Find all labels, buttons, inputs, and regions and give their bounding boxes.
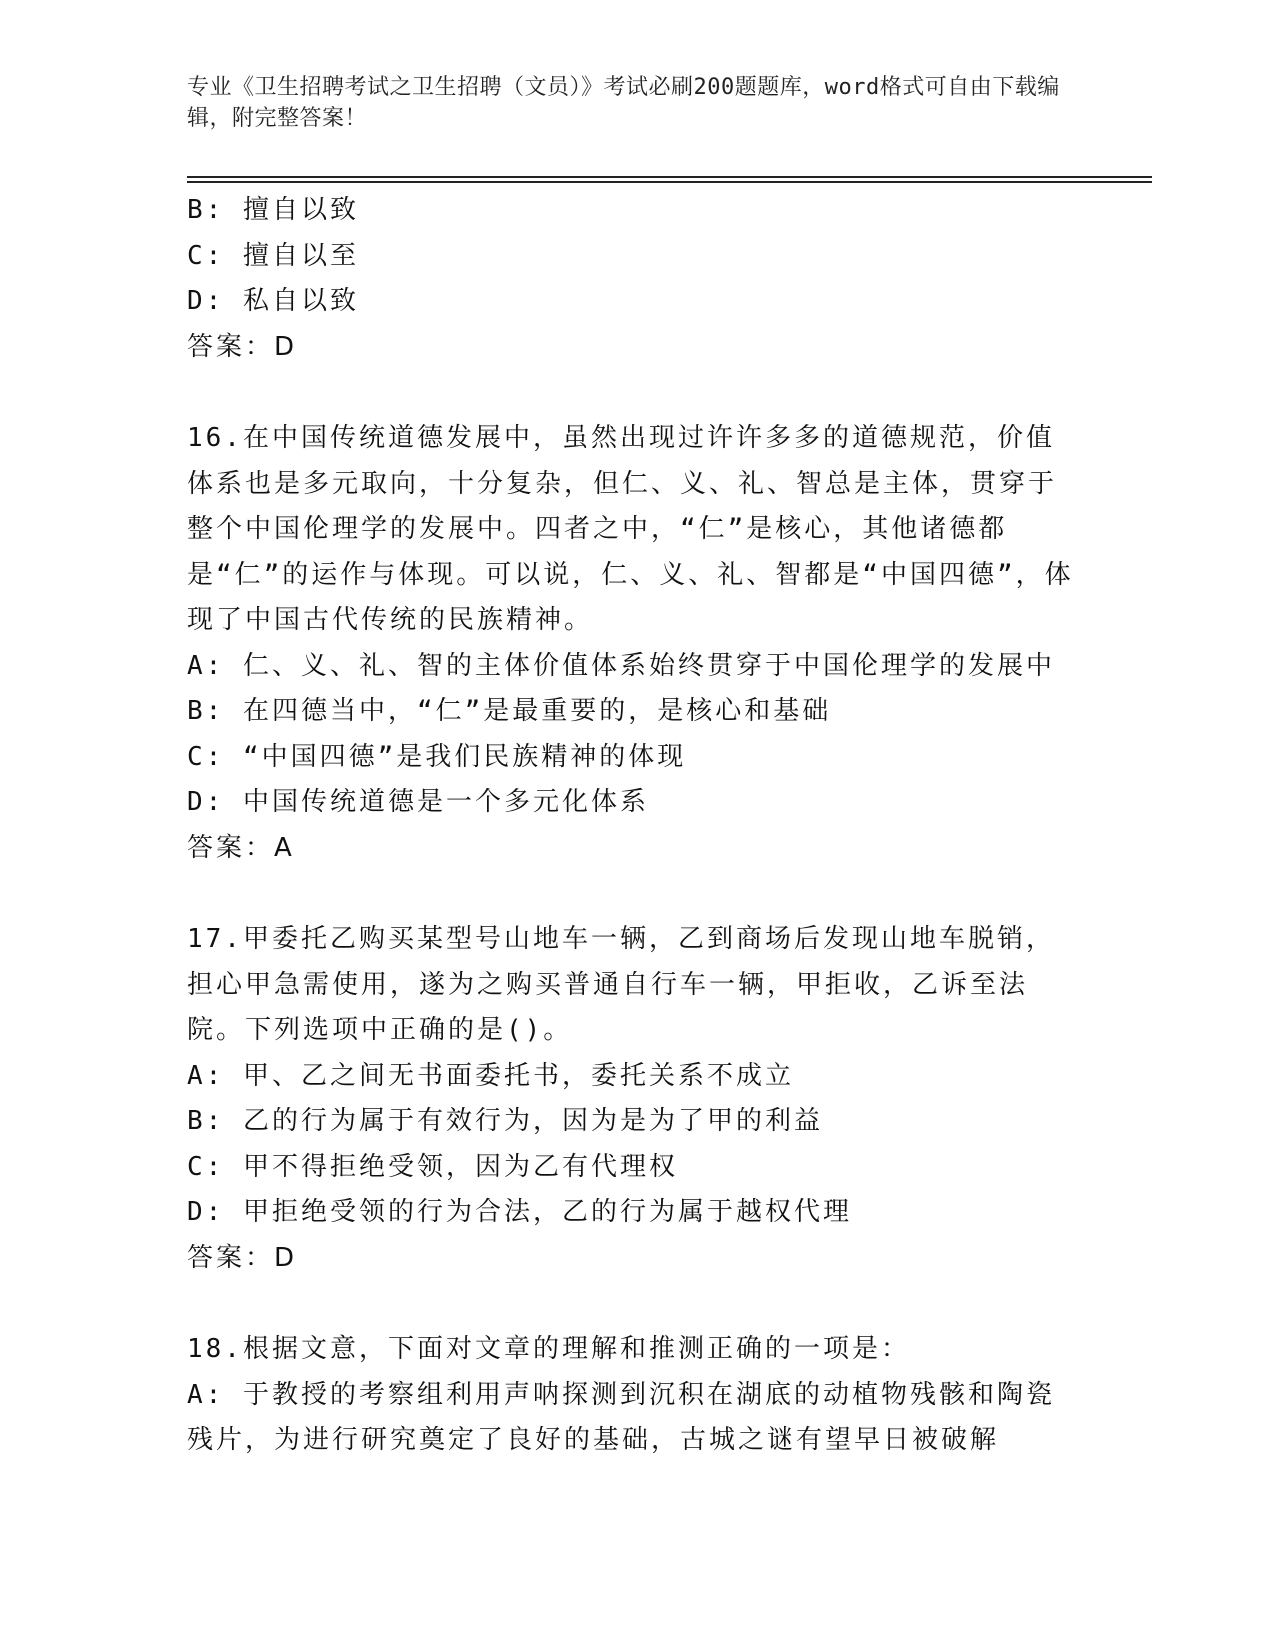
header-divider-top (187, 176, 1152, 178)
option-d: D: 中国传统道德是一个多元化体系 (187, 787, 649, 817)
answer-line: 答案：A (187, 832, 295, 863)
option-b: B: 在四德当中，“仁”是最重要的，是核心和基础 (187, 696, 832, 726)
option-c: C: “中国四德”是我们民族精神的体现 (187, 741, 687, 772)
option-d: D: 私自以致 (187, 286, 359, 316)
answer-line: 答案：D (187, 1242, 298, 1273)
spacer (187, 871, 1077, 917)
document-content (187, 188, 1077, 1464)
document-header: 专业《卫生招聘考试之卫生招聘（文员）》考试必刷200题题库，word格式可自由下载编辑，附完整答案！ (187, 75, 1060, 131)
option-b: B: 擅自以致 (187, 195, 359, 225)
question-16 (187, 416, 1077, 871)
answer-line: 答案：D (187, 331, 298, 362)
option-b: B: 乙的行为属于有效行为，因为是为了甲的利益 (187, 1106, 823, 1136)
option-c: C: 甲不得拒绝受领，因为乙有代理权 (187, 1151, 678, 1182)
option-a: A: 甲、乙之间无书面委托书，委托关系不成立 (187, 1060, 794, 1091)
spacer (187, 370, 1077, 416)
option-a: A: 仁、义、礼、智的主体价值体系始终贯穿于中国伦理学的发展中 (187, 650, 1055, 681)
option-d: D: 甲拒绝受领的行为合法，乙的行为属于越权代理 (187, 1197, 852, 1227)
question-17 (187, 917, 1077, 1281)
question-text: 16.在中国传统道德发展中，虽然出现过许许多多的道德规范，价值体系也是多元取向，十分复杂，但仁、义、礼、智总是主体，贯穿于整个中国伦理学的发展中。四者之中，“仁”是核心，其他诸德都是“仁”的运作与体现。可以说，仁、义、礼、智都是“中国四德”，体现了中国古代传统的民族精神。 (187, 423, 1074, 635)
option-c: C: 擅自以至 (187, 240, 359, 271)
question-text: 18.根据文意，下面对文章的理解和推测正确的一项是： (187, 1334, 910, 1364)
spacer (187, 1281, 1077, 1327)
question-text: 17.甲委托乙购买某型号山地车一辆，乙到商场后发现山地车脱销，担心甲急需使用，遂为之购买普通自行车一辆，甲拒收，乙诉至法院。下列选项中正确的是()。 (187, 924, 1055, 1045)
header-divider-bottom (187, 181, 1152, 183)
question-18 (187, 1327, 1077, 1464)
option-a: A: 于教授的考察组利用声呐探测到沉积在湖底的动植物残骸和陶瓷残片，为进行研究奠定了良好的基础，古城之谜有望早日被破解 (187, 1379, 1055, 1455)
continued-question (187, 188, 1077, 370)
